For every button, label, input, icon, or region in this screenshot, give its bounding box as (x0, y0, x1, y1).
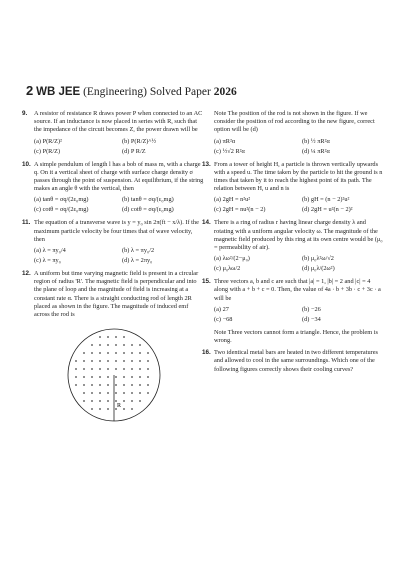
field-dot (139, 368, 141, 370)
left-column (22, 110, 204, 428)
field-dot (123, 400, 125, 402)
field-dot (139, 344, 141, 346)
field-dot (123, 376, 125, 378)
field-dot (115, 336, 117, 338)
radius-label: R (117, 403, 122, 410)
question-number: 11. (22, 219, 31, 227)
field-dot (107, 408, 109, 410)
field-dot (99, 336, 101, 338)
field-dot (75, 384, 77, 386)
field-dot (99, 392, 101, 394)
option-item[interactable]: (d) 2gH = u²(n − 2)² (302, 206, 353, 214)
field-dot (107, 368, 109, 370)
question-text: From a tower of height H, a particle is thrown vertically upwards with a speed u. The time taken by the particle to hit the ground is n times that taken by it to reach the highest point of its path. The relation between H, u and n is (214, 160, 383, 193)
question-text: A uniform but time varying magnetic field is present in a circular region of radius 'R'. The magnetic field is perpendicular and into the plane of loop and the magnitude of field is increasing at a constant rate α. There is a straight conducting rod of length 2R placed as shown in the figure. The magnitude of induced emf across the rod is (34, 270, 199, 319)
option-item[interactable]: (c) 2gH = nu²(n − 2) (214, 206, 266, 214)
field-dot (139, 400, 141, 402)
field-dot (91, 360, 93, 362)
question-text: A resistor of resistance R draws power P when connected to an AC source. If an inductance is now placed in series with R, such that the impedance of the circuit becomes Z, the power drawn will be (34, 110, 203, 134)
field-dot (139, 360, 141, 362)
field-dot (131, 368, 133, 370)
field-dot (115, 352, 117, 354)
field-dot (83, 368, 85, 370)
option-item[interactable]: (c) λ = πy₀ (34, 257, 61, 265)
option-item[interactable]: (b) μ₀λ²ω/√2 (302, 255, 334, 263)
field-dot (147, 360, 149, 362)
field-dot (91, 408, 93, 410)
question-text: The equation of a transverse wave is y = y₀ sin 2π(ft − x/λ). If the maximum particle velocity be four times that of wave velocity, then (34, 219, 199, 243)
option-item[interactable]: (a) λω²/(2−μ₀) (214, 255, 250, 263)
field-dot (107, 376, 109, 378)
field-dot (99, 400, 101, 402)
exam-title: WB JEE (36, 86, 81, 98)
field-dot (131, 408, 133, 410)
field-dot (91, 344, 93, 346)
field-dot (147, 384, 149, 386)
field-dot (107, 384, 109, 386)
question-text: Two identical metal bars are heated in two different temperatures and allowed to cool in the same surroundings. Which one of the following figures correctly shows their cooling curves? (214, 349, 378, 373)
field-dot (139, 392, 141, 394)
field-dot (147, 368, 149, 370)
field-dot (147, 352, 149, 354)
question-text: Three vectors a, b and c are such that |a| = 1, |b| = 2 and |c| = 4 along with a + b + c = 0. Then, the value of 4a · b + 3b · c + 3c · a will be (214, 278, 381, 302)
question-number: 10. (22, 160, 31, 168)
exam-year: 2026 (213, 86, 237, 98)
option-item[interactable]: (b) P(R/Z)^½ (122, 137, 157, 145)
field-dot (91, 384, 93, 386)
question-number: 12. (22, 270, 31, 278)
question-number: 16. (202, 349, 211, 357)
option-item[interactable]: (d) ¼ πR²α (302, 147, 330, 155)
option-item[interactable]: (b) λ = πy₀/2 (122, 247, 155, 255)
field-dot (107, 336, 109, 338)
option-item[interactable]: (a) πR²α (214, 137, 236, 145)
question-item (202, 349, 384, 374)
field-dot (115, 360, 117, 362)
field-dot (147, 392, 149, 394)
field-dot (131, 352, 133, 354)
option-item[interactable]: (d) λ = 2πy₀ (122, 257, 153, 265)
option-item[interactable]: (d) −34 (302, 315, 321, 323)
exam-subtitle: (Engineering) Solved Paper (83, 86, 211, 98)
field-dot (139, 352, 141, 354)
options-grid (214, 305, 384, 325)
field-dot (123, 408, 125, 410)
options-grid (214, 254, 384, 274)
field-dot (83, 384, 85, 386)
field-dot (83, 400, 85, 402)
option-item[interactable]: (a) P(R/Z)² (34, 137, 62, 145)
field-dot (99, 368, 101, 370)
field-dot (115, 376, 117, 378)
question-number: 9. (22, 110, 28, 117)
field-dot (131, 360, 133, 362)
option-item[interactable]: (a) λ = πy₀/4 (34, 247, 66, 255)
field-dot (131, 376, 133, 378)
field-dot (131, 400, 133, 402)
option-item[interactable]: (d) cotθ = σq/(ε₀mg) (122, 206, 174, 214)
question-text: Note Three vectors cannot form a triangle. Hence, the problem is wrong. (214, 328, 378, 345)
option-item[interactable]: (c) −68 (214, 315, 233, 323)
field-dot (107, 352, 109, 354)
field-dot (115, 368, 117, 370)
field-dot (83, 376, 85, 378)
field-dot (75, 360, 77, 362)
field-dot (91, 352, 93, 354)
question-item (214, 329, 384, 345)
right-column (202, 110, 384, 378)
field-dot (91, 368, 93, 370)
field-dot (139, 376, 141, 378)
field-dot (99, 376, 101, 378)
question-item (22, 219, 204, 266)
field-dot (123, 336, 125, 338)
page-header (26, 83, 237, 98)
field-dot (115, 384, 117, 386)
question-item (202, 278, 384, 325)
field-dot (91, 400, 93, 402)
option-item[interactable]: (a) 2gH = n²u² (214, 196, 251, 204)
question-item (22, 160, 204, 216)
question-item (214, 110, 384, 157)
field-dot (123, 384, 125, 386)
field-dot (107, 392, 109, 394)
field-dot (99, 384, 101, 386)
page-number: 2 (26, 83, 34, 98)
field-dot (123, 352, 125, 354)
option-item[interactable]: (c) ½√2 R²α (214, 147, 245, 155)
field-dot (131, 384, 133, 386)
question-item (202, 219, 384, 274)
options-grid (34, 195, 204, 215)
option-item[interactable]: (a) tanθ = σq/(2ε₀mg) (34, 196, 89, 204)
option-item[interactable]: (a) 27 (214, 305, 229, 313)
field-dot (83, 392, 85, 394)
field-dot (123, 392, 125, 394)
option-item[interactable]: (c) cotθ = σq/(2ε₀mg) (34, 206, 89, 214)
question-item (22, 270, 204, 319)
question-item (202, 160, 384, 216)
option-item[interactable]: (c) P(R/Z) (34, 147, 61, 155)
field-dot (83, 352, 85, 354)
field-dot (99, 360, 101, 362)
field-dot (139, 384, 141, 386)
field-dot (115, 392, 117, 394)
field-dot (115, 400, 117, 402)
question-item (22, 110, 204, 157)
field-dot (75, 368, 77, 370)
field-dot (123, 344, 125, 346)
option-item[interactable]: (c) μ₀λω/2 (214, 265, 241, 273)
option-item[interactable]: (d) P R/Z (122, 147, 146, 155)
field-dot (91, 392, 93, 394)
field-dot (83, 360, 85, 362)
question-text: Note The position of the rod is not shown in the figure. If we consider the position of rod according to the new figure, correct option will be (d) (214, 110, 375, 134)
field-dot (131, 392, 133, 394)
field-dot (99, 408, 101, 410)
options-grid (34, 246, 204, 266)
field-dot (99, 344, 101, 346)
question-number: 14. (202, 219, 211, 227)
field-dot (147, 376, 149, 378)
field-dot (123, 368, 125, 370)
options-grid (214, 195, 384, 215)
question-text: There is a ring of radius r having linear charge density λ and rotating with a uniform angular velocity ω. The magnitude of the magnetic field produced by this ring at its own centre would be (μ₀ = permeability of air). (214, 219, 383, 252)
options-grid (214, 137, 384, 157)
option-item[interactable]: (b) −26 (302, 305, 321, 313)
field-dot (115, 344, 117, 346)
field-dot (131, 344, 133, 346)
option-item[interactable]: (b) tanθ = σq/(ε₀mg) (122, 196, 174, 204)
option-item[interactable]: (b) gH = (n − 2)²u² (302, 196, 350, 204)
question-number: 15. (202, 278, 211, 286)
field-dot (107, 344, 109, 346)
magnetic-field-figure (64, 325, 204, 428)
field-dot (123, 360, 125, 362)
field-dot (91, 376, 93, 378)
field-dot (75, 376, 77, 378)
field-dot (99, 352, 101, 354)
option-item[interactable]: (b) ½ πR²α (302, 137, 330, 145)
option-item[interactable]: (d) μ₀λ/(2ω²) (302, 265, 335, 273)
field-dot (107, 360, 109, 362)
question-text: A simple pendulum of length l has a bob of mass m, with a charge q. On it a vertical sheet of charge with surface charge density σ passes through the point of suspension. At equilibrium, if the string makes an angle θ with the vertical, then (34, 160, 204, 193)
question-number: 13. (202, 160, 211, 168)
field-dot (107, 400, 109, 402)
options-grid (34, 137, 204, 157)
